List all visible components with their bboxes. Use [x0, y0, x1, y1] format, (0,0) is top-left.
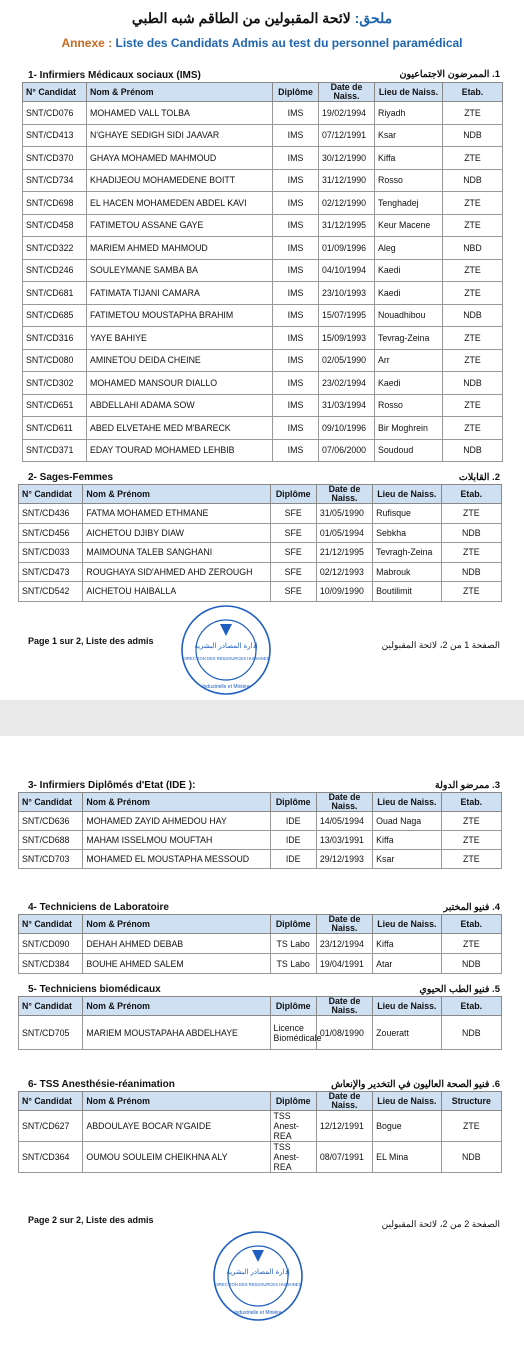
column-header-structure: Structure [441, 1092, 501, 1111]
diploma-cell: IMS [273, 327, 319, 350]
table-row [19, 831, 502, 850]
establishment-cell: NDB [443, 124, 503, 147]
full-name-cell: ABDOULAYE BOCAR N'GAIDE [83, 1111, 270, 1142]
establishment-cell: NDB [441, 954, 501, 974]
candidate-number-cell: SNT/CD651 [23, 394, 87, 417]
birth-place-cell: Kaedi [375, 282, 443, 305]
establishment-cell: ZTE [441, 812, 501, 831]
birth-place-cell: Keur Macene [375, 214, 443, 237]
diploma-cell: TSS Anest- REA [270, 1142, 316, 1173]
candidate-number-cell: SNT/CD705 [19, 1016, 83, 1050]
diploma-cell: SFE [270, 582, 316, 602]
candidate-number-cell: SNT/CD458 [23, 214, 87, 237]
diploma-cell: IMS [273, 102, 319, 125]
diploma-cell: SFE [270, 562, 316, 582]
full-name-cell: DEHAH AHMED DEBAB [83, 934, 270, 954]
column-header-diploma: Diplôme [270, 997, 316, 1016]
svg-text:إدارة المصادر البشرية: إدارة المصادر البشرية [226, 1268, 290, 1276]
svg-text:Industrielle et Minière: Industrielle et Minière [234, 1310, 282, 1316]
birth-place-cell: Sebkha [373, 523, 441, 543]
section-4-table [18, 914, 502, 974]
establishment-cell: NDB [443, 169, 503, 192]
diploma-cell: IMS [273, 147, 319, 170]
official-stamp [180, 604, 272, 696]
table-row [19, 934, 502, 954]
column-header-diploma: Diplôme [270, 485, 316, 504]
column-header-num: N° Candidat [19, 793, 83, 812]
candidate-number-cell: SNT/CD370 [23, 147, 87, 170]
column-header-name: Nom & Prénom [83, 1092, 270, 1111]
column-header-num: N° Candidat [19, 997, 83, 1016]
birth-place-cell: Tevragh-Zeina [373, 543, 441, 563]
establishment-cell: ZTE [443, 192, 503, 215]
section-1-title-ar: 1. الممرضون الاجتماعيون [399, 69, 500, 80]
birth-place-cell: Kiffa [373, 831, 441, 850]
diploma-cell: IDE [270, 831, 316, 850]
full-name-cell: MOHAMED EL MOUSTAPHA MESSOUD [83, 850, 270, 869]
column-header-pob: Lieu de Naiss. [373, 915, 441, 934]
section-6-title: 6- TSS Anesthésie-réanimation [28, 1079, 175, 1090]
section-5-title: 5- Techniciens biomédicaux [28, 984, 161, 995]
birth-place-cell: Rosso [375, 169, 443, 192]
column-header-num: N° Candidat [23, 83, 87, 102]
column-header-name: Nom & Prénom [87, 83, 273, 102]
diploma-cell: IMS [273, 304, 319, 327]
table-row [23, 192, 503, 215]
candidate-number-cell: SNT/CD436 [19, 504, 83, 524]
birth-date-cell: 04/10/1994 [319, 259, 375, 282]
candidate-number-cell: SNT/CD456 [19, 523, 83, 543]
birth-place-cell: Arr [375, 349, 443, 372]
column-header-diploma: Diplôme [270, 915, 316, 934]
candidate-number-cell: SNT/CD636 [19, 812, 83, 831]
birth-place-cell: Kiffa [373, 934, 441, 954]
establishment-cell: NDB [441, 1016, 501, 1050]
section-3-table [18, 792, 502, 869]
birth-date-cell: 02/12/1990 [319, 192, 375, 215]
birth-place-cell: Soudoud [375, 439, 443, 462]
establishment-cell: NDB [441, 562, 501, 582]
diploma-cell: IMS [273, 349, 319, 372]
table-row [19, 1142, 502, 1173]
establishment-cell: ZTE [441, 543, 501, 563]
birth-date-cell: 07/06/2000 [319, 439, 375, 462]
establishment-cell: ZTE [443, 102, 503, 125]
birth-date-cell: 15/07/1995 [319, 304, 375, 327]
birth-place-cell: Ksar [373, 850, 441, 869]
diploma-cell: IMS [273, 439, 319, 462]
column-header-etab: Etab. [441, 793, 501, 812]
candidate-number-cell: SNT/CD734 [23, 169, 87, 192]
birth-place-cell: Bir Moghrein [375, 417, 443, 440]
diploma-cell: IMS [273, 192, 319, 215]
birth-place-cell: Rufisque [373, 504, 441, 524]
table-row [19, 850, 502, 869]
birth-place-cell: Atar [373, 954, 441, 974]
table-row [19, 543, 502, 563]
birth-date-cell: 31/03/1994 [319, 394, 375, 417]
candidate-number-cell: SNT/CD316 [23, 327, 87, 350]
column-header-dob: Date de Naiss. [316, 1092, 372, 1111]
column-header-num: N° Candidat [19, 485, 83, 504]
establishment-cell: ZTE [443, 147, 503, 170]
candidate-number-cell: SNT/CD611 [23, 417, 87, 440]
table-row [23, 102, 503, 125]
full-name-cell: AICHETOU DJIBY DIAW [83, 523, 270, 543]
full-name-cell: EL HACEN MOHAMEDEN ABDEL KAVI [87, 192, 273, 215]
section-1-table [22, 82, 503, 462]
column-header-pob: Lieu de Naiss. [373, 793, 441, 812]
diploma-cell: IMS [273, 169, 319, 192]
birth-date-cell: 02/12/1993 [316, 562, 372, 582]
full-name-cell: SOULEYMANE SAMBA BA [87, 259, 273, 282]
column-header-etab: Etab. [441, 485, 501, 504]
diploma-cell: TSS Anest- REA [270, 1111, 316, 1142]
table-row [23, 259, 503, 282]
diploma-cell: IMS [273, 394, 319, 417]
birth-date-cell: 07/12/1991 [319, 124, 375, 147]
full-name-cell: KHADIJEOU MOHAMEDENE BOITT [87, 169, 273, 192]
table-row [23, 327, 503, 350]
establishment-cell: ZTE [441, 504, 501, 524]
establishment-cell: NBD [443, 237, 503, 260]
column-header-pob: Lieu de Naiss. [373, 485, 441, 504]
table-row [23, 124, 503, 147]
column-header-dob: Date de Naiss. [316, 793, 372, 812]
birth-date-cell: 30/12/1990 [319, 147, 375, 170]
document-title-french: Annexe : Liste des Candidats Admis au test du personnel paramédical [61, 36, 463, 50]
candidate-number-cell: SNT/CD698 [23, 192, 87, 215]
table-row [19, 523, 502, 543]
column-header-num: N° Candidat [19, 1092, 83, 1111]
column-header-dob: Date de Naiss. [316, 915, 372, 934]
diploma-cell: SFE [270, 504, 316, 524]
full-name-cell: MAIMOUNA TALEB SANGHANI [83, 543, 270, 563]
birth-date-cell: 01/09/1996 [319, 237, 375, 260]
birth-place-cell: Ouad Naga [373, 812, 441, 831]
page-2-footer: Page 2 sur 2, Liste des admis [28, 1215, 154, 1225]
establishment-cell: NDB [441, 1142, 501, 1173]
establishment-cell: ZTE [443, 282, 503, 305]
full-name-cell: AMINETOU DEIDA CHEINE [87, 349, 273, 372]
table-header-row [23, 83, 503, 102]
full-name-cell: MARIEM MOUSTAPAHA ABDELHAYE [83, 1016, 270, 1050]
birth-date-cell: 23/02/1994 [319, 372, 375, 395]
svg-text:Industrielle et Minière: Industrielle et Minière [202, 684, 250, 690]
full-name-cell: ABED ELVETAHE MED M'BARECK [87, 417, 273, 440]
full-name-cell: BOUHE AHMED SALEM [83, 954, 270, 974]
table-row [19, 954, 502, 974]
birth-date-cell: 29/12/1993 [316, 850, 372, 869]
full-name-cell: AICHETOU HAIBALLA [83, 582, 270, 602]
birth-place-cell: Boutilimit [373, 582, 441, 602]
column-header-pob: Lieu de Naiss. [373, 1092, 441, 1111]
diploma-cell: IMS [273, 124, 319, 147]
birth-place-cell: Mabrouk [373, 562, 441, 582]
candidate-number-cell: SNT/CD302 [23, 372, 87, 395]
diploma-cell: IMS [273, 237, 319, 260]
page-1-footer: Page 1 sur 2, Liste des admis [28, 636, 154, 646]
candidate-number-cell: SNT/CD076 [23, 102, 87, 125]
full-name-cell: MOHAMED VALL TOLBA [87, 102, 273, 125]
table-row [23, 304, 503, 327]
column-header-etab: Etab. [441, 915, 501, 934]
establishment-cell: ZTE [441, 582, 501, 602]
diploma-cell: IMS [273, 417, 319, 440]
table-row [23, 147, 503, 170]
birth-place-cell: Ksar [375, 124, 443, 147]
birth-place-cell: Kaedi [375, 259, 443, 282]
column-header-dob: Date de Naiss. [316, 485, 372, 504]
table-row [23, 214, 503, 237]
birth-date-cell: 31/12/1995 [319, 214, 375, 237]
birth-place-cell: Kiffa [375, 147, 443, 170]
diploma-cell: IMS [273, 282, 319, 305]
diploma-cell: SFE [270, 523, 316, 543]
birth-date-cell: 09/10/1996 [319, 417, 375, 440]
table-row [23, 282, 503, 305]
birth-date-cell: 08/07/1991 [316, 1142, 372, 1173]
birth-place-cell: Tevrag-Zeina [375, 327, 443, 350]
birth-place-cell: Nouadhibou [375, 304, 443, 327]
page-2-footer-ar: الصفحة 2 من 2، لائحة المقبولين [381, 1219, 500, 1229]
column-header-pob: Lieu de Naiss. [373, 997, 441, 1016]
candidate-number-cell: SNT/CD542 [19, 582, 83, 602]
table-row [23, 349, 503, 372]
section-1-title: 1- Infirmiers Médicaux sociaux (IMS) [28, 70, 201, 81]
section-5-table [18, 996, 502, 1050]
column-header-etab: Etab. [441, 997, 501, 1016]
document-title-arabic: ملحق: لائحة المقبولين من الطاقم شبه الطبي [131, 10, 393, 26]
birth-place-cell: Tenghadej [375, 192, 443, 215]
column-header-name: Nom & Prénom [83, 915, 270, 934]
full-name-cell: GHAYA MOHAMED MAHMOUD [87, 147, 273, 170]
table-header-row [19, 997, 502, 1016]
establishment-cell: ZTE [443, 327, 503, 350]
full-name-cell: FATIMETOU ASSANE GAYE [87, 214, 273, 237]
candidate-number-cell: SNT/CD473 [19, 562, 83, 582]
birth-place-cell: Riyadh [375, 102, 443, 125]
establishment-cell: NDB [443, 439, 503, 462]
page-gap [0, 700, 524, 736]
section-6-table [18, 1091, 502, 1173]
candidate-number-cell: SNT/CD080 [23, 349, 87, 372]
candidate-number-cell: SNT/CD703 [19, 850, 83, 869]
diploma-cell: Licence Biomédicale [270, 1016, 316, 1050]
full-name-cell: MAHAM ISSELMOU MOUFTAH [83, 831, 270, 850]
birth-date-cell: 12/12/1991 [316, 1111, 372, 1142]
birth-place-cell: Bogue [373, 1111, 441, 1142]
full-name-cell: OUMOU SOULEIM CHEIKHNA ALY [83, 1142, 270, 1173]
official-stamp [212, 1230, 304, 1322]
diploma-cell: SFE [270, 543, 316, 563]
svg-text:DIRECTION DES RESSOURCES HUMAI: DIRECTION DES RESSOURCES HUMAINES [182, 656, 270, 661]
birth-date-cell: 10/09/1990 [316, 582, 372, 602]
column-header-name: Nom & Prénom [83, 997, 270, 1016]
diploma-cell: IMS [273, 259, 319, 282]
diploma-cell: IDE [270, 850, 316, 869]
table-row [19, 562, 502, 582]
birth-place-cell: EL Mina [373, 1142, 441, 1173]
candidate-number-cell: SNT/CD246 [23, 259, 87, 282]
birth-date-cell: 15/09/1993 [319, 327, 375, 350]
table-row [23, 439, 503, 462]
diploma-cell: TS Labo [270, 934, 316, 954]
full-name-cell: MOHAMED ZAYID AHMEDOU HAY [83, 812, 270, 831]
table-row [23, 372, 503, 395]
full-name-cell: FATMA MOHAMED ETHMANE [83, 504, 270, 524]
candidate-number-cell: SNT/CD688 [19, 831, 83, 850]
column-header-diploma: Diplôme [270, 1092, 316, 1111]
establishment-cell: ZTE [441, 1111, 501, 1142]
table-header-row [19, 1092, 502, 1111]
establishment-cell: ZTE [441, 850, 501, 869]
full-name-cell: N'GHAYE SEDIGH SIDI JAAVAR [87, 124, 273, 147]
candidate-number-cell: SNT/CD627 [19, 1111, 83, 1142]
full-name-cell: FATIMETOU MOUSTAPHA BRAHIM [87, 304, 273, 327]
diploma-cell: IDE [270, 812, 316, 831]
establishment-cell: ZTE [443, 394, 503, 417]
birth-date-cell: 02/05/1990 [319, 349, 375, 372]
svg-text:إدارة المصادر البشرية: إدارة المصادر البشرية [194, 642, 258, 650]
birth-date-cell: 01/05/1994 [316, 523, 372, 543]
birth-date-cell: 23/10/1993 [319, 282, 375, 305]
section-3-title-ar: 3. ممرضو الدولة [434, 780, 500, 791]
table-row [19, 1111, 502, 1142]
full-name-cell: EDAY TOURAD MOHAMED LEHBIB [87, 439, 273, 462]
establishment-cell: ZTE [441, 934, 501, 954]
candidate-number-cell: SNT/CD322 [23, 237, 87, 260]
diploma-cell: IMS [273, 372, 319, 395]
full-name-cell: MARIEM AHMED MAHMOUD [87, 237, 273, 260]
section-4-title: 4- Techniciens de Laboratoire [28, 902, 169, 913]
page-1-footer-ar: الصفحة 1 من 2، لائحة المقبولين [381, 640, 500, 650]
table-row [23, 394, 503, 417]
table-row [23, 237, 503, 260]
establishment-cell: NDB [443, 372, 503, 395]
birth-place-cell: Kaedi [375, 372, 443, 395]
birth-date-cell: 01/08/1990 [316, 1016, 372, 1050]
table-row [19, 504, 502, 524]
column-header-diploma: Diplôme [270, 793, 316, 812]
table-row [19, 582, 502, 602]
birth-date-cell: 13/03/1991 [316, 831, 372, 850]
establishment-cell: ZTE [441, 831, 501, 850]
full-name-cell: ROUGHAYA SID'AHMED AHD ZEROUGH [83, 562, 270, 582]
candidate-number-cell: SNT/CD033 [19, 543, 83, 563]
birth-date-cell: 31/05/1990 [316, 504, 372, 524]
birth-date-cell: 23/12/1994 [316, 934, 372, 954]
section-4-title-ar: 4. فنيو المختبر [443, 902, 500, 913]
candidate-number-cell: SNT/CD364 [19, 1142, 83, 1173]
birth-place-cell: Rosso [375, 394, 443, 417]
diploma-cell: IMS [273, 214, 319, 237]
candidate-number-cell: SNT/CD685 [23, 304, 87, 327]
birth-date-cell: 31/12/1990 [319, 169, 375, 192]
full-name-cell: FATIMATA TIJANI CAMARA [87, 282, 273, 305]
birth-date-cell: 14/05/1994 [316, 812, 372, 831]
birth-place-cell: Zoueratt [373, 1016, 441, 1050]
column-header-num: N° Candidat [19, 915, 83, 934]
full-name-cell: ABDELLAHI ADAMA SOW [87, 394, 273, 417]
full-name-cell: YAYE BAHIYE [87, 327, 273, 350]
establishment-cell: ZTE [443, 259, 503, 282]
column-header-dob: Date de Naiss. [319, 83, 375, 102]
section-2-title-ar: 2. القابلات [458, 472, 500, 483]
section-3-title: 3- Infirmiers Diplômés d'Etat (IDE ): [28, 780, 196, 791]
candidate-number-cell: SNT/CD681 [23, 282, 87, 305]
candidate-number-cell: SNT/CD413 [23, 124, 87, 147]
column-header-etab: Etab. [443, 83, 503, 102]
column-header-name: Nom & Prénom [83, 485, 270, 504]
candidate-number-cell: SNT/CD090 [19, 934, 83, 954]
birth-place-cell: Aleg [375, 237, 443, 260]
table-header-row [19, 485, 502, 504]
table-row [19, 1016, 502, 1050]
table-header-row [19, 793, 502, 812]
birth-date-cell: 21/12/1995 [316, 543, 372, 563]
establishment-cell: NDB [443, 304, 503, 327]
table-header-row [19, 915, 502, 934]
diploma-cell: TS Labo [270, 954, 316, 974]
section-2-title: 2- Sages-Femmes [28, 472, 114, 483]
svg-text:DIRECTION DES RESSOURCES HUMAI: DIRECTION DES RESSOURCES HUMAINES [214, 1282, 302, 1287]
section-5-title-ar: 5. فنيو الطب الحيوي [419, 984, 500, 995]
establishment-cell: ZTE [443, 214, 503, 237]
section-6-title-ar: 6. فنيو الصحة العاليون في التخدير والإنعاش [331, 1079, 500, 1090]
column-header-diploma: Diplôme [273, 83, 319, 102]
page-2 [0, 736, 524, 1358]
column-header-name: Nom & Prénom [83, 793, 270, 812]
table-row [23, 169, 503, 192]
column-header-dob: Date de Naiss. [316, 997, 372, 1016]
full-name-cell: MOHAMED MANSOUR DIALLO [87, 372, 273, 395]
section-2-table [18, 484, 502, 602]
candidate-number-cell: SNT/CD384 [19, 954, 83, 974]
table-row [19, 812, 502, 831]
establishment-cell: ZTE [443, 417, 503, 440]
table-row [23, 417, 503, 440]
establishment-cell: NDB [441, 523, 501, 543]
column-header-pob: Lieu de Naiss. [375, 83, 443, 102]
birth-date-cell: 19/02/1994 [319, 102, 375, 125]
candidate-number-cell: SNT/CD371 [23, 439, 87, 462]
establishment-cell: ZTE [443, 349, 503, 372]
birth-date-cell: 19/04/1991 [316, 954, 372, 974]
